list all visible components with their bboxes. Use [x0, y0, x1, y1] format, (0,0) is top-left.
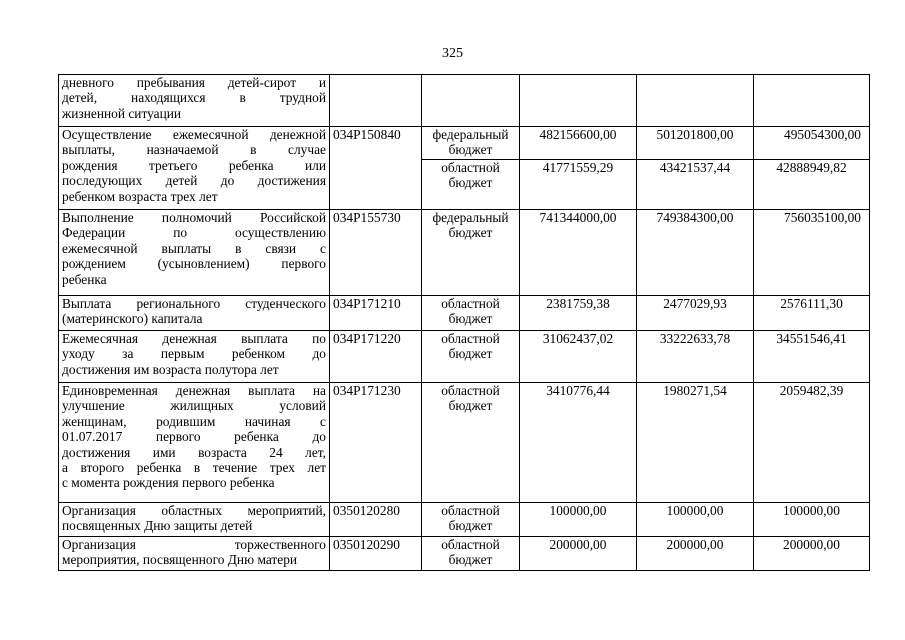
- amount-year-2: 33222633,78: [637, 331, 754, 383]
- amount-year-1: 41771559,29: [520, 160, 637, 210]
- amount-year-2: 749384300,00: [637, 210, 754, 296]
- amount-year-1: 741344000,00: [520, 210, 637, 296]
- amount-year-1: 200000,00: [520, 537, 637, 571]
- table-row: [59, 127, 870, 160]
- measure-description: Организация торжественного мероприятия, посвященного Дню матери: [59, 537, 330, 571]
- page-number: 325: [442, 46, 463, 61]
- measure-description: Осуществление ежемесячной денежной выплаты, назначаемой в случае рождения третьего ребенка или последующих детей до достижения ребенком возраста трех лет: [59, 127, 330, 210]
- table-row: [59, 210, 870, 296]
- amount-year-3: 34551546,41: [754, 331, 870, 383]
- measure-description: Выполнение полномочий Российской Федерации по осуществлению ежемесячной выплаты в связи с рождением (усыновлением) первого ребенка: [59, 210, 330, 296]
- amount-year-2: 43421537,44: [637, 160, 754, 210]
- table-row: [59, 296, 870, 331]
- funding-source: федеральный бюджет: [422, 127, 520, 160]
- amount-year-3: 2576111,30: [754, 296, 870, 331]
- budget-code: [330, 75, 422, 127]
- funding-source: областной бюджет: [422, 537, 520, 571]
- table-row: [59, 503, 870, 537]
- amount-year-2: 200000,00: [637, 537, 754, 571]
- budget-code: 034P171220: [330, 331, 422, 383]
- budget-code: 034P150840: [330, 127, 422, 210]
- budget-code: 0350120290: [330, 537, 422, 571]
- amount-year-1: 100000,00: [520, 503, 637, 537]
- amount-year-3: 100000,00: [754, 503, 870, 537]
- amount-year-2: 501201800,00: [637, 127, 754, 160]
- amount-year-3: 495054300,00: [754, 127, 870, 160]
- funding-source: областной бюджет: [422, 160, 520, 210]
- budget-code: 034P171210: [330, 296, 422, 331]
- funding-source: областной бюджет: [422, 296, 520, 331]
- amount-year-1: 3410776,44: [520, 383, 637, 503]
- amount-year-1: 2381759,38: [520, 296, 637, 331]
- amount-year-3: 42888949,82: [754, 160, 870, 210]
- table-row: [59, 537, 870, 571]
- measure-description: Выплата регионального студенческого (материнского) капитала: [59, 296, 330, 331]
- amount-year-3: 756035100,00: [754, 210, 870, 296]
- funding-source: областной бюджет: [422, 331, 520, 383]
- funding-source: федеральный бюджет: [422, 210, 520, 296]
- amount-year-2: 100000,00: [637, 503, 754, 537]
- table-row: [59, 331, 870, 383]
- measure-description: Единовременная денежная выплата на улучшение жилищных условий женщинам, родившим начиная с 01.07.2017 первого ребенка до достижения ими возраста 24 лет, а второго ребенка в течение трех лет с момента рождения первого ребенка: [59, 383, 330, 503]
- amount-year-1: 482156600,00: [520, 127, 637, 160]
- measure-description: Организация областных мероприятий, посвященных Дню защиты детей: [59, 503, 330, 537]
- amount-year-2: 2477029,93: [637, 296, 754, 331]
- funding-source: [422, 75, 520, 127]
- measure-description: Ежемесячная денежная выплата по уходу за первым ребенком до достижения им возраста полутора лет: [59, 331, 330, 383]
- funding-source: областной бюджет: [422, 503, 520, 537]
- table-row: [59, 75, 870, 127]
- amount-year-1: [520, 75, 637, 127]
- budget-code: 034P155730: [330, 210, 422, 296]
- table-row: [59, 383, 870, 503]
- budget-table: [58, 74, 870, 571]
- budget-code: 034P171230: [330, 383, 422, 503]
- budget-code: 0350120280: [330, 503, 422, 537]
- amount-year-3: [754, 75, 870, 127]
- measure-description: дневного пребывания детей-сирот и детей, находящихся в трудной жизненной ситуации: [59, 75, 330, 127]
- amount-year-1: 31062437,02: [520, 331, 637, 383]
- amount-year-2: [637, 75, 754, 127]
- budget-table-body: [59, 75, 870, 571]
- funding-source: областной бюджет: [422, 383, 520, 503]
- amount-year-3: 2059482,39: [754, 383, 870, 503]
- amount-year-2: 1980271,54: [637, 383, 754, 503]
- amount-year-3: 200000,00: [754, 537, 870, 571]
